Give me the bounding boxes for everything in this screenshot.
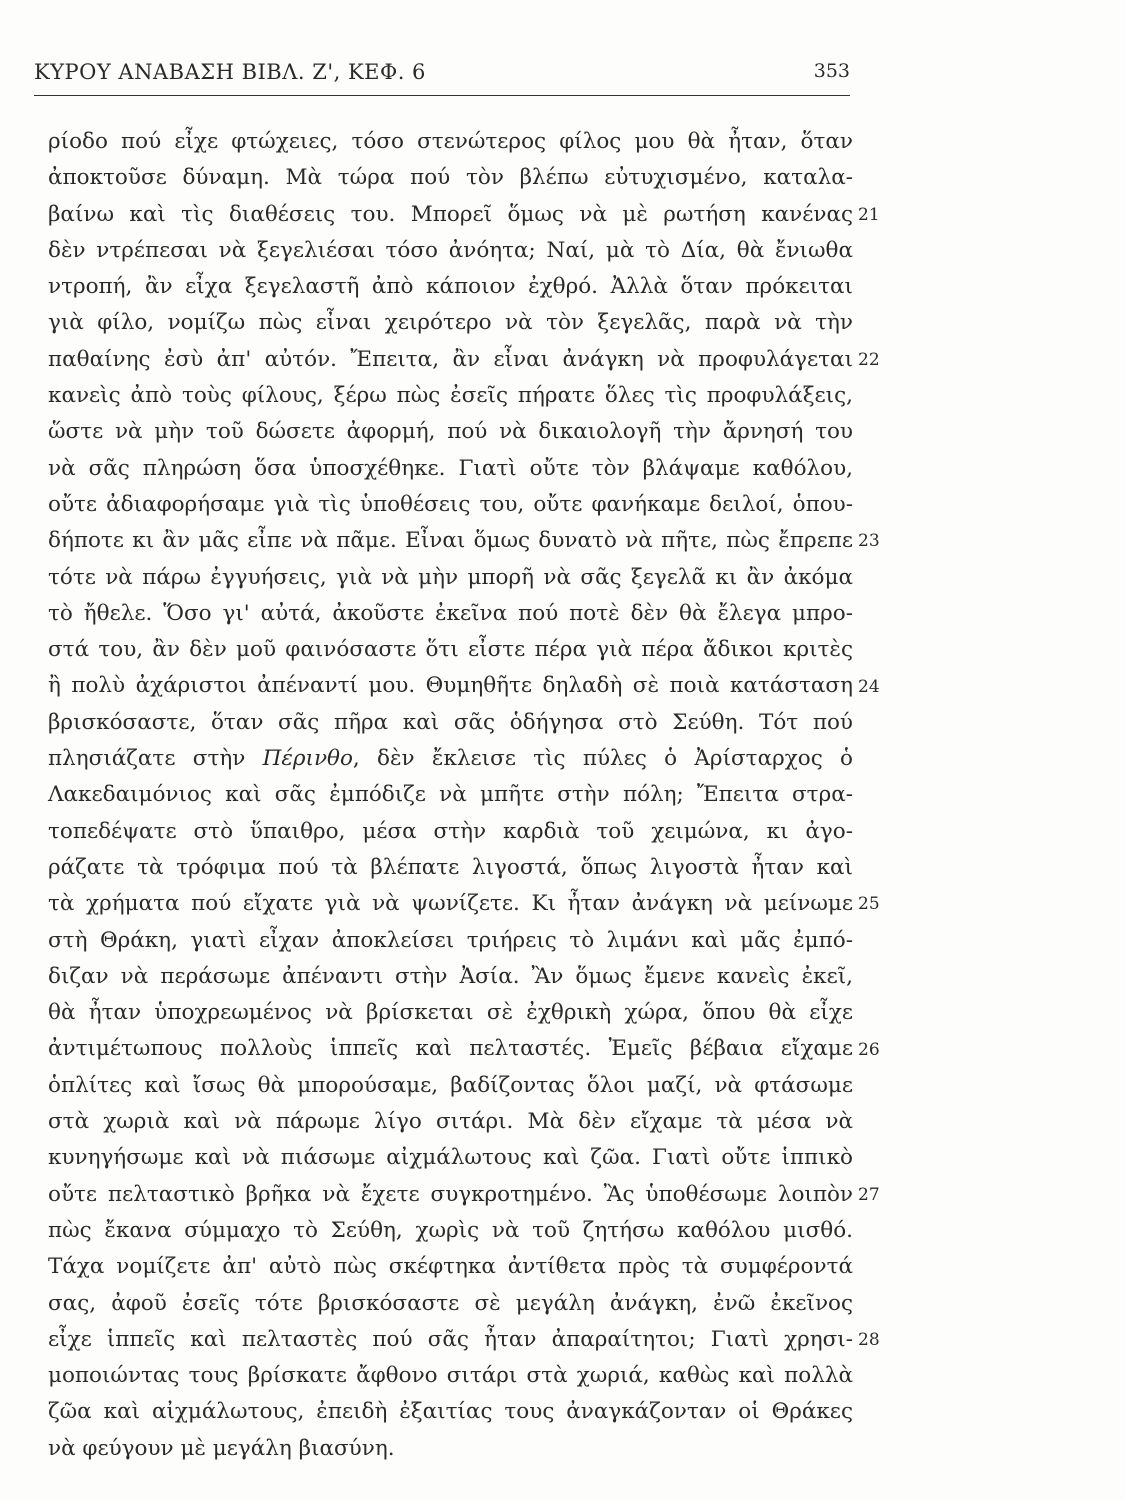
text-line: διζαν νὰ περάσωμε ἀπέναντι στὴν Ἀσία. Ἂν ὅμως ἔμενε κανεὶς ἐκεῖ, [48,963,853,989]
text-line: ἀντιμέτωπους πολλοὺς ἱππεῖς καὶ πελταστές. Ἐμεῖς βέβαια εἴχαμε [48,1036,853,1062]
text-line: γιὰ φίλο, νομίζω πὼς εἶναι χειρότερο νὰ τὸν ξεγελᾶς, παρὰ νὰ τὴν [48,310,853,336]
text-line: παθαίνης ἐσὺ ἀπ' αὐτόν. Ἔπειτα, ἂν εἶναι ἀνάγκη νὰ προφυλάγεται [48,346,853,372]
text-line: βρισκόσαστε, ὅταν σᾶς πῆρα καὶ σᾶς ὁδήγησα στὸ Σεύθη. Τότ πού [48,709,853,735]
text-line: θὰ ἦταν ὑποχρεωμένος νὰ βρίσκεται σὲ ἐχθρικὴ χώρα, ὅπου θὰ εἶχε [48,1000,853,1026]
text-line: εἶχε ἱππεῖς καὶ πελταστὲς πού σᾶς ἦταν ἀπαραίτητοι; Γιατὶ χρησι- [48,1326,853,1352]
text-line: ἢ πολὺ ἀχάριστοι ἀπέναντί μου. Θυμηθῆτε δηλαδὴ σὲ ποιὰ κατάσταση [48,673,853,699]
text-line: στὴ Θράκη, γιατὶ εἶχαν ἀποκλείσει τριήρεις τὸ λιμάνι καὶ μᾶς ἐμπό- [48,927,853,953]
text-line: κανεὶς ἀπὸ τοὺς φίλους, ξέρω πὼς ἐσεῖς πήρατε ὅλες τὶς προφυλάξεις, [48,383,853,409]
text-line: ράζατε τὰ τρόφιμα πού τὰ βλέπατε λιγοστά, ὅπως λιγοστὰ ἦταν καὶ [48,854,853,880]
text-line: πλησιάζατε στὴν Πέρινθο, δὲν ἔκλεισε τὶς πύλες ὁ Ἀρίσταρχος ὁ [48,746,853,772]
text-line: ἀποκτοῦσε δύναμη. Μὰ τώρα πού τὸν βλέπω εὐτυχισμένο, καταλα- [48,165,853,191]
section-number: 24 [858,676,880,697]
text-line: μοποιώντας τους βρίσκατε ἄφθονο σιτάρι στὰ χωριά, καθὼς καὶ πολλὰ [48,1363,853,1389]
text-line: δήποτε κι ἂν μᾶς εἶπε νὰ πᾶμε. Εἶναι ὅμως δυνατὸ νὰ πῆτε, πὼς ἔπρεπε [48,528,853,554]
text-line: Τάχα νομίζετε ἀπ' αὐτὸ πὼς σκέφτηκα ἀντίθετα πρὸς τὰ συμφέροντά [48,1254,853,1280]
text-line: σας, ἀφοῦ ἐσεῖς τότε βρισκόσαστε σὲ μεγάλη ἀνάγκη, ἐνῶ ἐκεῖνος [48,1290,853,1316]
section-number: 26 [858,1039,880,1060]
section-number: 22 [858,349,880,370]
text-line: ὁπλίτες καὶ ἴσως θὰ μπορούσαμε, βαδίζοντας ὅλοι μαζί, νὰ φτάσωμε [48,1072,853,1098]
text-line: δὲν ντρέπεσαι νὰ ξεγελιέσαι τόσο ἀνόητα; Ναί, μὰ τὸ Δία, θὰ ἔνιωθα [48,237,853,263]
section-number: 25 [858,894,880,915]
place-name-italic: Πέρινθο [262,746,353,772]
text-line: οὔτε πελταστικὸ βρῆκα νὰ ἔχετε συγκροτημένο. Ἂς ὑποθέσωμε λοιπὸν [48,1181,853,1207]
text-line: τὸ ἤθελε. Ὅσο γι' αὐτά, ἀκοῦστε ἐκεῖνα πού ποτὲ δὲν θὰ ἔλεγα μπρο- [48,600,853,626]
text-line: βαίνω καὶ τὶς διαθέσεις του. Μπορεῖ ὅμως νὰ μὲ ρωτήση κανένας [48,201,853,227]
running-title: ΚΥΡΟΥ ΑΝΑΒΑΣΗ ΒΙΒΛ. Ζ', ΚΕΦ. 6 [34,60,426,84]
text-line: κυνηγήσωμε καὶ νὰ πιάσωμε αἰχμάλωτους καὶ ζῶα. Γιατὶ οὔτε ἱππικὸ [48,1145,853,1171]
text-line: τοπεδέψατε στὸ ὕπαιθρο, μέσα στὴν καρδιὰ τοῦ χειμώνα, κι ἀγο- [48,818,853,844]
section-number: 28 [858,1329,880,1350]
text-line: τότε νὰ πάρω ἐγγυήσεις, γιὰ νὰ μὴν μπορῆ νὰ σᾶς ξεγελᾶ κι ἂν ἀκόμα [48,564,853,590]
section-number: 23 [858,531,880,552]
text-line: Λακεδαιμόνιος καὶ σᾶς ἐμπόδιζε νὰ μπῆτε στὴν πόλη; Ἔπειτα στρα- [48,782,853,808]
text-line: στά του, ἂν δὲν μοῦ φαινόσαστε ὅτι εἶστε πέρα γιὰ πέρα ἄδικοι κριτὲς [48,637,853,663]
text-line: οὔτε ἀδιαφορήσαμε γιὰ τὶς ὑποθέσεις του, οὔτε φανήκαμε δειλοί, ὁπου- [48,491,853,517]
page-number: 353 [813,60,850,82]
text-line: τὰ χρήματα πού εἴχατε γιὰ νὰ ψωνίζετε. Κι ἦταν ἀνάγκη νὰ μείνωμε [48,891,853,917]
section-number: 21 [858,204,880,225]
text-line: στὰ χωριὰ καὶ νὰ πάρωμε λίγο σιτάρι. Μὰ δὲν εἴχαμε τὰ μέσα νὰ [48,1109,853,1135]
text-line: νὰ σᾶς πληρώση ὅσα ὑποσχέθηκε. Γιατὶ οὔτε τὸν βλάψαμε καθόλου, [48,455,853,481]
section-number: 27 [858,1184,880,1205]
text-line: νὰ φεύγουν μὲ μεγάλη βιασύνη. [48,1435,395,1461]
text-line: ζῶα καὶ αἰχμάλωτους, ἐπειδὴ ἐξαιτίας τους ἀναγκάζονταν οἱ Θράκες [48,1399,853,1425]
running-head [34,56,850,96]
text-line: ὥστε νὰ μὴν τοῦ δώσετε ἀφορμή, πού νὰ δικαιολογῆ τὴν ἄρνησή του [48,419,853,445]
text-line: ντροπή, ἂν εἶχα ξεγελαστῆ ἀπὸ κάποιον ἐχθρό. Ἀλλὰ ὅταν πρόκειται [48,274,853,300]
text-line: πὼς ἔκανα σύμμαχο τὸ Σεύθη, χωρὶς νὰ τοῦ ζητήσω καθόλου μισθό. [48,1217,853,1243]
body-text [48,124,853,1467]
text-line: ρίοδο πού εἶχε φτώχειες, τόσο στενώτερος φίλος μου θὰ ἦταν, ὅταν [48,129,853,154]
header-rule [34,95,850,96]
